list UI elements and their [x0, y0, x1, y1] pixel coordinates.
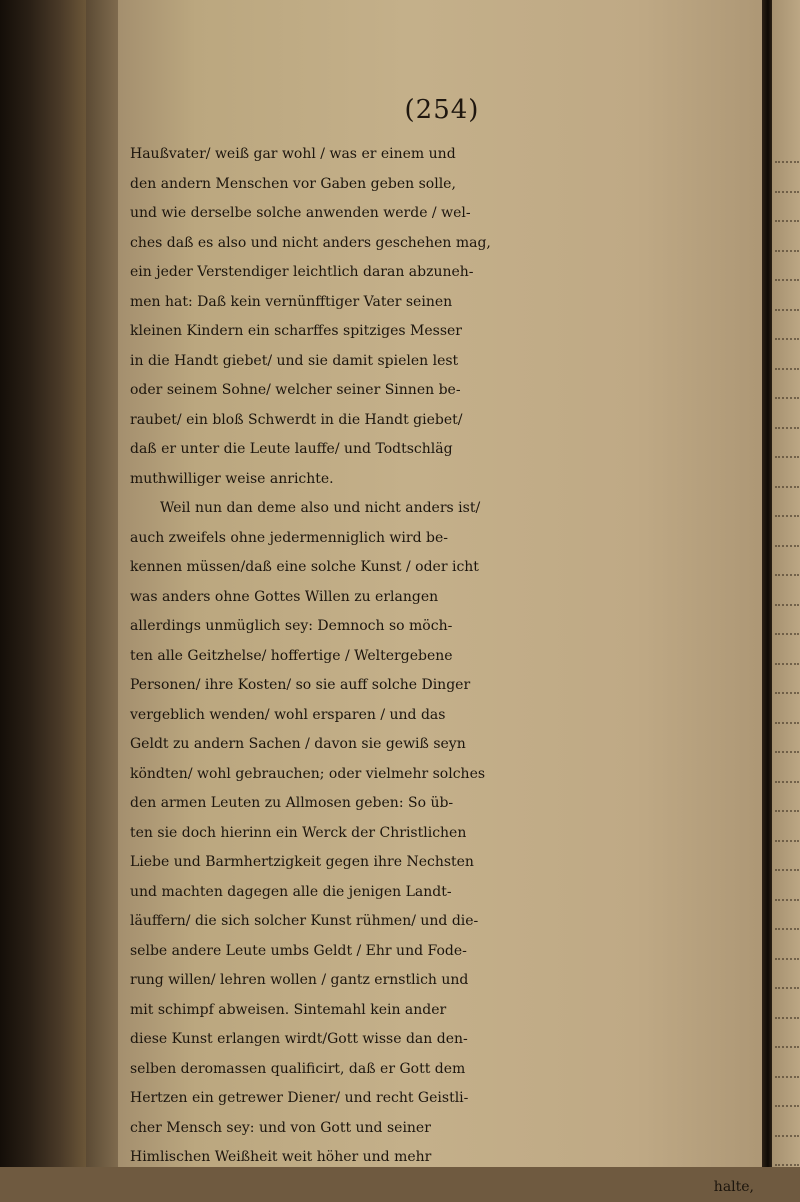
text-line: Personen/ ihre Kosten/ so sie auff solche Dinger — [130, 671, 760, 701]
facing-page-fragment — [775, 239, 799, 252]
facing-page-fragment — [775, 829, 799, 842]
text-line: auch zweifels ohne jedermenniglich wird be- — [130, 524, 760, 554]
facing-page-fragment — [775, 475, 799, 488]
facing-page-fragment — [775, 1124, 799, 1137]
facing-page-fragment — [775, 770, 799, 783]
facing-page-fragment — [775, 386, 799, 399]
text-line: rung willen/ lehren wollen / gantz ernstlich und — [130, 966, 760, 996]
facing-page-fragment — [775, 357, 799, 370]
facing-page-fragment — [775, 799, 799, 812]
facing-page-fragment — [775, 563, 799, 576]
facing-page-fragment — [775, 416, 799, 429]
text-line: selbe andere Leute umbs Geldt / Ehr und Fode- — [130, 937, 760, 967]
text-line: kennen müssen/daß eine solche Kunst / oder icht — [130, 553, 760, 583]
text-line: ten sie doch hierinn ein Werck der Christlichen — [130, 819, 760, 849]
text-line: Himlischen Weißheit weit höher und mehr — [130, 1143, 760, 1173]
text-line: Hertzen ein getrewer Diener/ und recht Geistli- — [130, 1084, 760, 1114]
text-line: den armen Leuten zu Allmosen geben: So üb- — [130, 789, 760, 819]
facing-page-fragment — [775, 888, 799, 901]
text-line: daß er unter die Leute lauffe/ und Todtschläg — [130, 435, 760, 465]
facing-page-fragment — [775, 740, 799, 753]
facing-page-fragment — [775, 681, 799, 694]
facing-page-fragment — [775, 327, 799, 340]
facing-page-fragment — [775, 504, 799, 517]
facing-page-fragment — [775, 947, 799, 960]
text-line: ches daß es also und nicht anders geschehen mag, — [130, 229, 760, 259]
facing-page-fragment — [775, 1035, 799, 1048]
gutter-shadow — [762, 0, 772, 1167]
text-line: diese Kunst erlangen wirdt/Gott wisse dan den- — [130, 1025, 760, 1055]
text-line: kleinen Kindern ein scharffes spitziges Messer — [130, 317, 760, 347]
facing-page-fragment — [775, 1006, 799, 1019]
text-line: mit schimpf abweisen. Sintemahl kein ander — [130, 996, 760, 1026]
text-line: vergeblich wenden/ wohl ersparen / und das — [130, 701, 760, 731]
text-line: cher Mensch sey: und von Gott und seiner — [130, 1114, 760, 1144]
text-line: und wie derselbe solche anwenden werde / wel- — [130, 199, 760, 229]
text-line: köndten/ wohl gebrauchen; oder vielmehr solches — [130, 760, 760, 790]
text-line: Haußvater/ weiß gar wohl / was er einem und — [130, 140, 760, 170]
facing-page-fragment — [775, 298, 799, 311]
text-line: selben deromassen qualificirt, daß er Gott dem — [130, 1055, 760, 1085]
page-number: (254) — [118, 95, 766, 125]
facing-page-fragment — [775, 858, 799, 871]
facing-page-fragment — [775, 711, 799, 724]
facing-page-fragment — [775, 652, 799, 665]
text-line: ein jeder Verstendiger leichtlich daran abzuneh- — [130, 258, 760, 288]
text-line: muthwilliger weise anrichte. — [130, 465, 760, 495]
facing-page-fragment — [775, 976, 799, 989]
facing-page-fragment — [775, 622, 799, 635]
text-line: raubet/ ein bloß Schwerdt in die Handt giebet/ — [130, 406, 760, 436]
page-text — [130, 140, 760, 1202]
text-line: allerdings unmüglich sey: Demnoch so möch- — [130, 612, 760, 642]
facing-page-fragment — [775, 209, 799, 222]
text-line: Weil nun dan deme also und nicht anders ist/ — [130, 494, 760, 524]
text-line: in die Handt giebet/ und sie damit spielen lest — [130, 347, 760, 377]
book-binding — [0, 0, 86, 1167]
text-line: oder seinem Sohne/ welcher seiner Sinnen be- — [130, 376, 760, 406]
text-line: läuffern/ die sich solcher Kunst rühmen/ und die- — [130, 907, 760, 937]
text-line: was anders ohne Gottes Willen zu erlangen — [130, 583, 760, 613]
text-line: den andern Menschen vor Gaben geben solle, — [130, 170, 760, 200]
facing-page-fragment — [775, 268, 799, 281]
facing-page-fragment — [775, 1094, 799, 1107]
facing-page-fragment — [775, 917, 799, 930]
facing-page-fragment — [775, 1065, 799, 1078]
facing-page-fragment — [775, 445, 799, 458]
text-line: Liebe und Barmhertzigkeit gegen ihre Nechsten — [130, 848, 760, 878]
text-line: und machten dagegen alle die jenigen Landt- — [130, 878, 760, 908]
text-line: ten alle Geitzhelse/ hoffertige / Weltergebene — [130, 642, 760, 672]
text-line: men hat: Daß kein vernünfftiger Vater seinen — [130, 288, 760, 318]
text-line: Geldt zu andern Sachen / davon sie gewiß seyn — [130, 730, 760, 760]
facing-page-fragment — [775, 534, 799, 547]
facing-page-fragment — [775, 180, 799, 193]
facing-page-fragment — [775, 150, 799, 163]
facing-page-fragment — [775, 1153, 799, 1166]
facing-page-fragment — [775, 593, 799, 606]
next-page-edge — [772, 0, 800, 1167]
text-line: halte, — [130, 1173, 760, 1202]
